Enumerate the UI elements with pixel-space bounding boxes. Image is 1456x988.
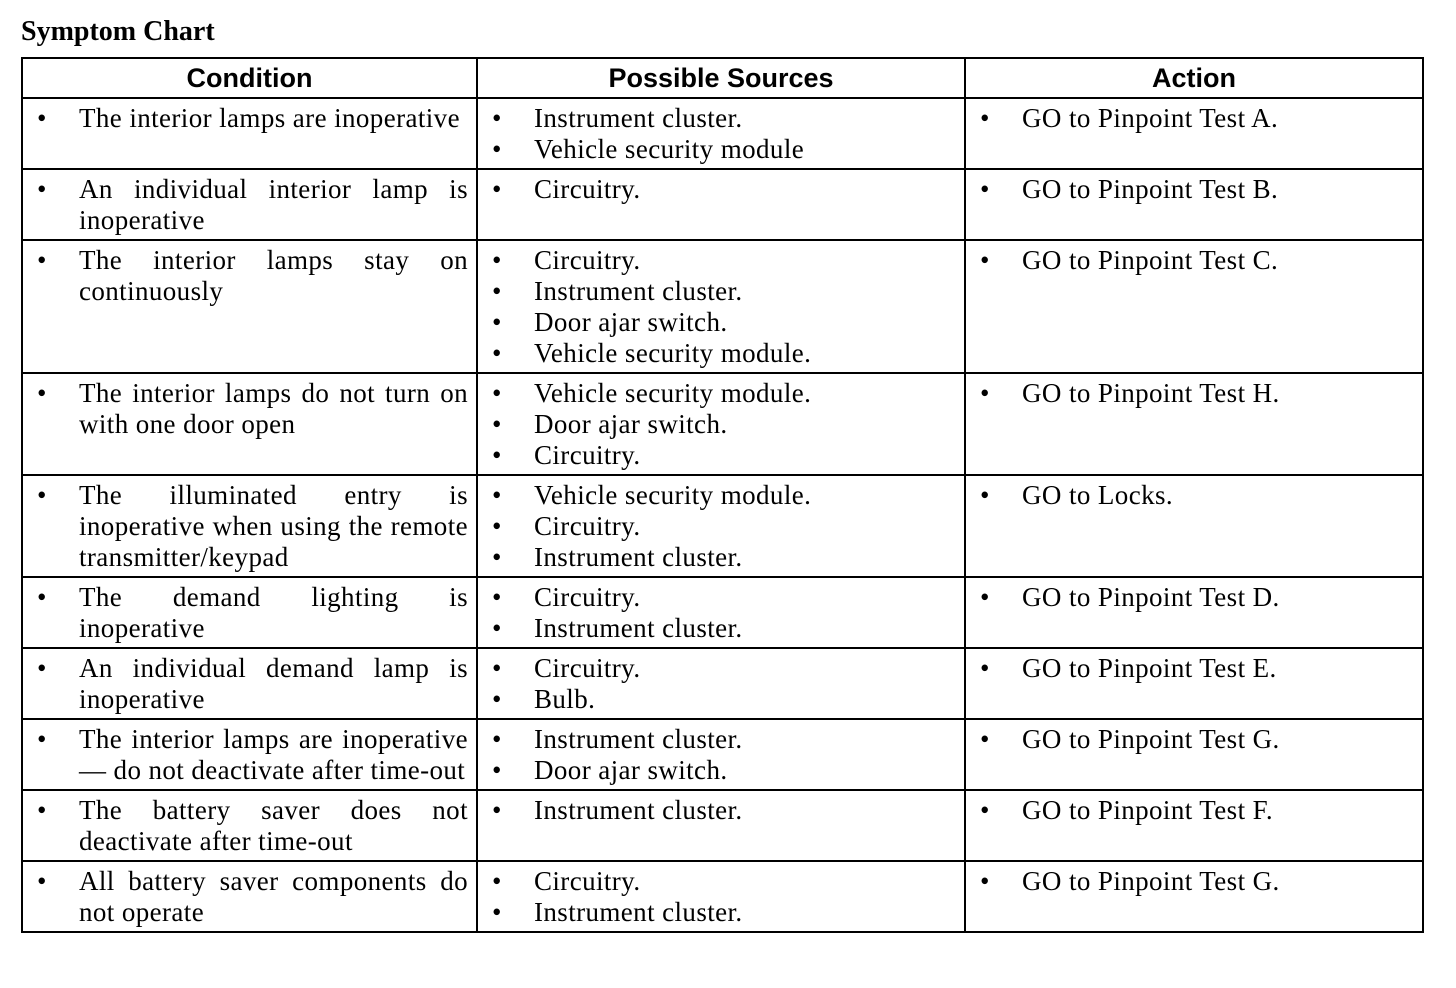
- possible-sources-cell: [477, 475, 965, 577]
- bullet-list: [478, 866, 964, 928]
- table-row: [22, 98, 1423, 169]
- list-item: • Vehicle security module.: [478, 378, 964, 409]
- bullet-list: [23, 480, 476, 573]
- bullet-list: [478, 724, 964, 786]
- table-row: [22, 719, 1423, 790]
- list-item: • GO to Pinpoint Test F.: [966, 795, 1422, 826]
- list-item: • Circuitry.: [478, 511, 964, 542]
- list-item: • Instrument cluster.: [478, 795, 964, 826]
- header-row: [22, 58, 1423, 98]
- list-item: • Bulb.: [478, 684, 964, 715]
- bullet-list: [966, 866, 1422, 897]
- action-cell: [965, 373, 1423, 475]
- list-item: • Instrument cluster.: [478, 724, 964, 755]
- list-item: • GO to Pinpoint Test B.: [966, 174, 1422, 205]
- table-row: [22, 790, 1423, 861]
- bullet-list: [966, 480, 1422, 511]
- list-item: • Circuitry.: [478, 866, 964, 897]
- condition-cell: [22, 861, 477, 932]
- bullet-list: [23, 103, 476, 134]
- possible-sources-cell: [477, 648, 965, 719]
- list-item: • GO to Pinpoint Test C.: [966, 245, 1422, 276]
- header-action: Action: [965, 58, 1423, 98]
- possible-sources-cell: [477, 98, 965, 169]
- list-item: • The demand lighting is inoperative: [23, 582, 476, 644]
- action-cell: [965, 98, 1423, 169]
- possible-sources-cell: [477, 373, 965, 475]
- list-item: • Door ajar switch.: [478, 755, 964, 786]
- action-cell: [965, 790, 1423, 861]
- bullet-list: [966, 378, 1422, 409]
- list-item: • Door ajar switch.: [478, 409, 964, 440]
- table-row: [22, 861, 1423, 932]
- bullet-list: [966, 582, 1422, 613]
- bullet-list: [966, 653, 1422, 684]
- action-cell: [965, 169, 1423, 240]
- list-item: • GO to Locks.: [966, 480, 1422, 511]
- list-item: • All battery saver components do not operate: [23, 866, 476, 928]
- bullet-list: [23, 174, 476, 236]
- condition-cell: [22, 98, 477, 169]
- bullet-list: [966, 245, 1422, 276]
- list-item: • GO to Pinpoint Test E.: [966, 653, 1422, 684]
- bullet-list: [23, 582, 476, 644]
- list-item: • The interior lamps stay on continuously: [23, 245, 476, 307]
- list-item: • Door ajar switch.: [478, 307, 964, 338]
- action-cell: [965, 719, 1423, 790]
- action-cell: [965, 648, 1423, 719]
- bullet-list: [478, 480, 964, 573]
- condition-cell: [22, 373, 477, 475]
- bullet-list: [23, 795, 476, 857]
- list-item: • Instrument cluster.: [478, 897, 964, 928]
- bullet-list: [966, 724, 1422, 755]
- bullet-list: [966, 103, 1422, 134]
- possible-sources-cell: [477, 577, 965, 648]
- possible-sources-cell: [477, 790, 965, 861]
- list-item: • GO to Pinpoint Test G.: [966, 866, 1422, 897]
- bullet-list: [23, 245, 476, 307]
- action-cell: [965, 240, 1423, 373]
- possible-sources-cell: [477, 169, 965, 240]
- list-item: • The interior lamps are inoperative: [23, 103, 476, 134]
- bullet-list: [478, 103, 964, 165]
- bullet-list: [478, 582, 964, 644]
- condition-cell: [22, 719, 477, 790]
- action-cell: [965, 475, 1423, 577]
- possible-sources-cell: [477, 719, 965, 790]
- list-item: • An individual demand lamp is inoperative: [23, 653, 476, 715]
- action-cell: [965, 577, 1423, 648]
- possible-sources-cell: [477, 861, 965, 932]
- list-item: • Circuitry.: [478, 582, 964, 613]
- header-possible-sources: Possible Sources: [477, 58, 965, 98]
- condition-cell: [22, 240, 477, 373]
- bullet-list: [966, 174, 1422, 205]
- list-item: • Circuitry.: [478, 245, 964, 276]
- bullet-list: [23, 653, 476, 715]
- list-item: • GO to Pinpoint Test D.: [966, 582, 1422, 613]
- list-item: • The interior lamps are inoperative — do not deactivate after time-out: [23, 724, 476, 786]
- list-item: • Vehicle security module.: [478, 480, 964, 511]
- list-item: • Vehicle security module: [478, 134, 964, 165]
- bullet-list: [478, 174, 964, 205]
- symptom-table: [21, 57, 1424, 933]
- header-condition: Condition: [22, 58, 477, 98]
- condition-cell: [22, 475, 477, 577]
- list-item: • GO to Pinpoint Test H.: [966, 378, 1422, 409]
- list-item: • Instrument cluster.: [478, 103, 964, 134]
- table-row: [22, 169, 1423, 240]
- bullet-list: [23, 866, 476, 928]
- table-row: [22, 475, 1423, 577]
- list-item: • The illuminated entry is inoperative when using the remote transmitter/keypad: [23, 480, 476, 573]
- list-item: • Instrument cluster.: [478, 613, 964, 644]
- list-item: • The interior lamps do not turn on with one door open: [23, 378, 476, 440]
- list-item: • Instrument cluster.: [478, 276, 964, 307]
- bullet-list: [23, 378, 476, 440]
- list-item: • Circuitry.: [478, 440, 964, 471]
- list-item: • GO to Pinpoint Test A.: [966, 103, 1422, 134]
- bullet-list: [478, 245, 964, 369]
- list-item: • Circuitry.: [478, 174, 964, 205]
- list-item: • An individual interior lamp is inoperative: [23, 174, 476, 236]
- list-item: • Instrument cluster.: [478, 542, 964, 573]
- bullet-list: [966, 795, 1422, 826]
- action-cell: [965, 861, 1423, 932]
- list-item: • The battery saver does not deactivate after time-out: [23, 795, 476, 857]
- bullet-list: [478, 795, 964, 826]
- list-item: • Vehicle security module.: [478, 338, 964, 369]
- bullet-list: [478, 378, 964, 471]
- condition-cell: [22, 577, 477, 648]
- bullet-list: [478, 653, 964, 715]
- condition-cell: [22, 790, 477, 861]
- bullet-list: [23, 724, 476, 786]
- table-row: [22, 240, 1423, 373]
- table-row: [22, 648, 1423, 719]
- condition-cell: [22, 169, 477, 240]
- possible-sources-cell: [477, 240, 965, 373]
- table-row: [22, 373, 1423, 475]
- list-item: • GO to Pinpoint Test G.: [966, 724, 1422, 755]
- condition-cell: [22, 648, 477, 719]
- list-item: • Circuitry.: [478, 653, 964, 684]
- page-title: Symptom Chart: [21, 16, 215, 47]
- table-body: [22, 98, 1423, 932]
- table-row: [22, 577, 1423, 648]
